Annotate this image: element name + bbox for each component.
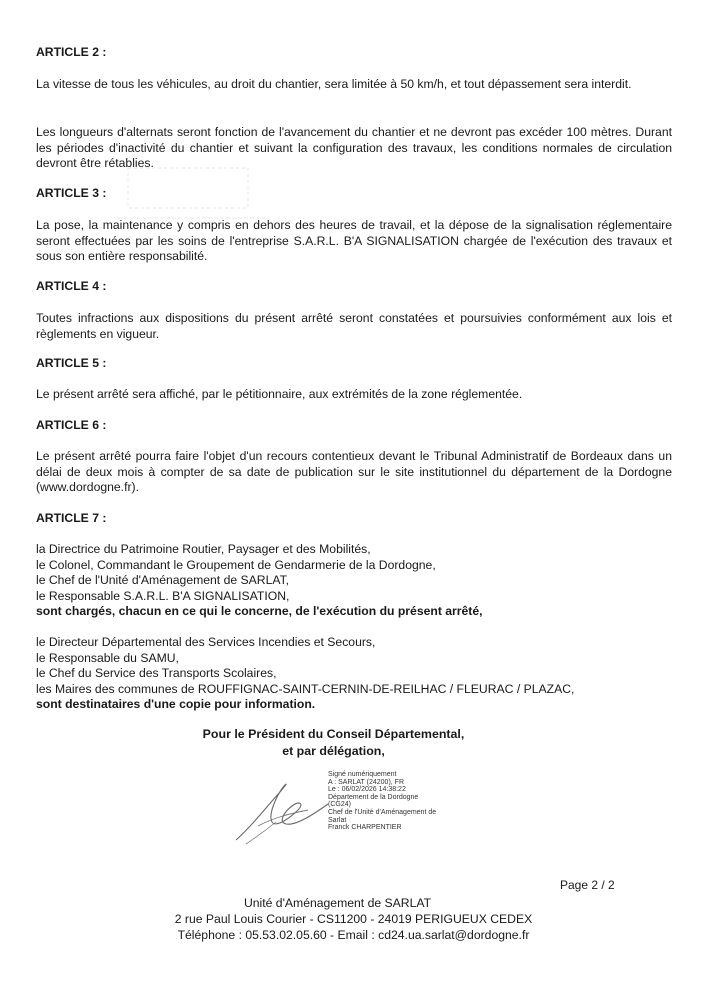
article-2-paragraph-2: Les longueurs d'alternats seront fonction de l'avancement du chantier et ne devront pas excéder 100 mètres. Durant les périodes d'inactivité du chantier et suivant la configuration des travaux, les conditions normales de circulation devront être rétablies.	[36, 125, 672, 170]
footer-address: 2 rue Paul Louis Courier - CS11200 - 24019 PERIGUEUX CEDEX	[174, 912, 533, 926]
handwritten-signature	[228, 770, 338, 850]
digital-signature-line: Sarlat	[328, 816, 347, 824]
list-item: les Maires des communes de ROUFFIGNAC-SAINT-CERNIN-DE-REILHAC / FLEURAC / PLAZAC,	[36, 681, 575, 696]
closing-line-2: et par délégation,	[282, 744, 385, 758]
responsible-parties-list	[36, 542, 672, 620]
digital-signature-line: Chef de l'Unité d'Aménagement de	[328, 808, 437, 816]
article-6-heading: ARTICLE 6 :	[36, 418, 107, 432]
list-item: la Directrice du Patrimoine Routier, Paysager et des Mobilités,	[36, 542, 371, 556]
article-3-heading: ARTICLE 3 :	[36, 186, 107, 200]
list-item: le Directeur Départemental des Services Incendies et Secours,	[36, 635, 376, 649]
footer-organization: Unité d'Aménagement de SARLAT	[243, 896, 432, 910]
article-5-paragraph-1: Le présent arrêté sera affiché, par le pétitionnaire, aux extrémités de la zone réglementée.	[36, 387, 523, 401]
list-item: le Responsable S.A.R.L. B'A SIGNALISATION,	[36, 588, 290, 603]
article-7-heading: ARTICLE 7 :	[36, 511, 107, 525]
digital-signature-block	[328, 771, 436, 832]
digital-signature-line: Signé numériquement	[328, 771, 397, 778]
article-3-paragraph-1: La pose, la maintenance y compris en dehors des heures de travail, et la dépose de la signalisation réglementaire seront effectuées par les soins de l'entreprise S.A.R.L. B'A SIGNALISATION chargée de l'exécution des travaux et sous son entière responsabilité.	[36, 218, 672, 263]
list-item: le Responsable du SAMU,	[36, 650, 179, 665]
article-2-paragraph-1: La vitesse de tous les véhicules, au droit du chantier, sera limitée à 50 km/h, et tout dépassement sera interdit.	[36, 77, 632, 91]
list-item: le Colonel, Commandant le Groupement de Gendarmerie de la Dordogne,	[36, 557, 436, 572]
article-2-heading: ARTICLE 2 :	[36, 45, 107, 59]
article-4-heading: ARTICLE 4 :	[36, 279, 107, 293]
closing-line-1: Pour le Président du Conseil Départemental,	[202, 727, 465, 741]
responsible-parties-conclusion: sont chargés, chacun en ce qui le concerne, de l'exécution du présent arrêté,	[36, 604, 483, 618]
article-5-heading: ARTICLE 5 :	[36, 356, 107, 370]
list-item: le Chef de l'Unité d'Aménagement de SARLAT,	[36, 573, 290, 587]
list-item: le Chef du Service des Transports Scolaires,	[36, 666, 277, 680]
digital-signature-line: Franck CHARPENTIER	[328, 824, 402, 832]
recipients-conclusion: sont destinataires d'une copie pour information.	[36, 697, 316, 711]
footer-contact: Téléphone : 05.53.02.05.60 - Email : cd24.ua.sarlat@dordogne.fr	[177, 928, 530, 942]
article-6-paragraph-1: Le présent arrêté pourra faire l'objet d'un recours contentieux devant le Tribunal Administratif de Bordeaux dans un délai de deux mois à compter de sa date de publication sur le site institutionnel du département de la Dordogne (www.dordogne.fr).	[36, 449, 672, 494]
recipients-list	[36, 635, 672, 713]
page-number: Page 2 / 2	[560, 878, 615, 892]
digital-signature-line: Le : 06/02/2026 14:38:22	[328, 786, 406, 794]
digital-signature-line: (CG24)	[328, 801, 351, 809]
article-4-paragraph-1: Toutes infractions aux dispositions du présent arrêté seront constatées et poursuivies conformément aux lois et règlements en vigueur.	[36, 311, 672, 341]
digital-signature-line: A : SARLAT (24200), FR	[328, 778, 404, 786]
digital-signature-line: Département de la Dordogne	[328, 793, 419, 801]
